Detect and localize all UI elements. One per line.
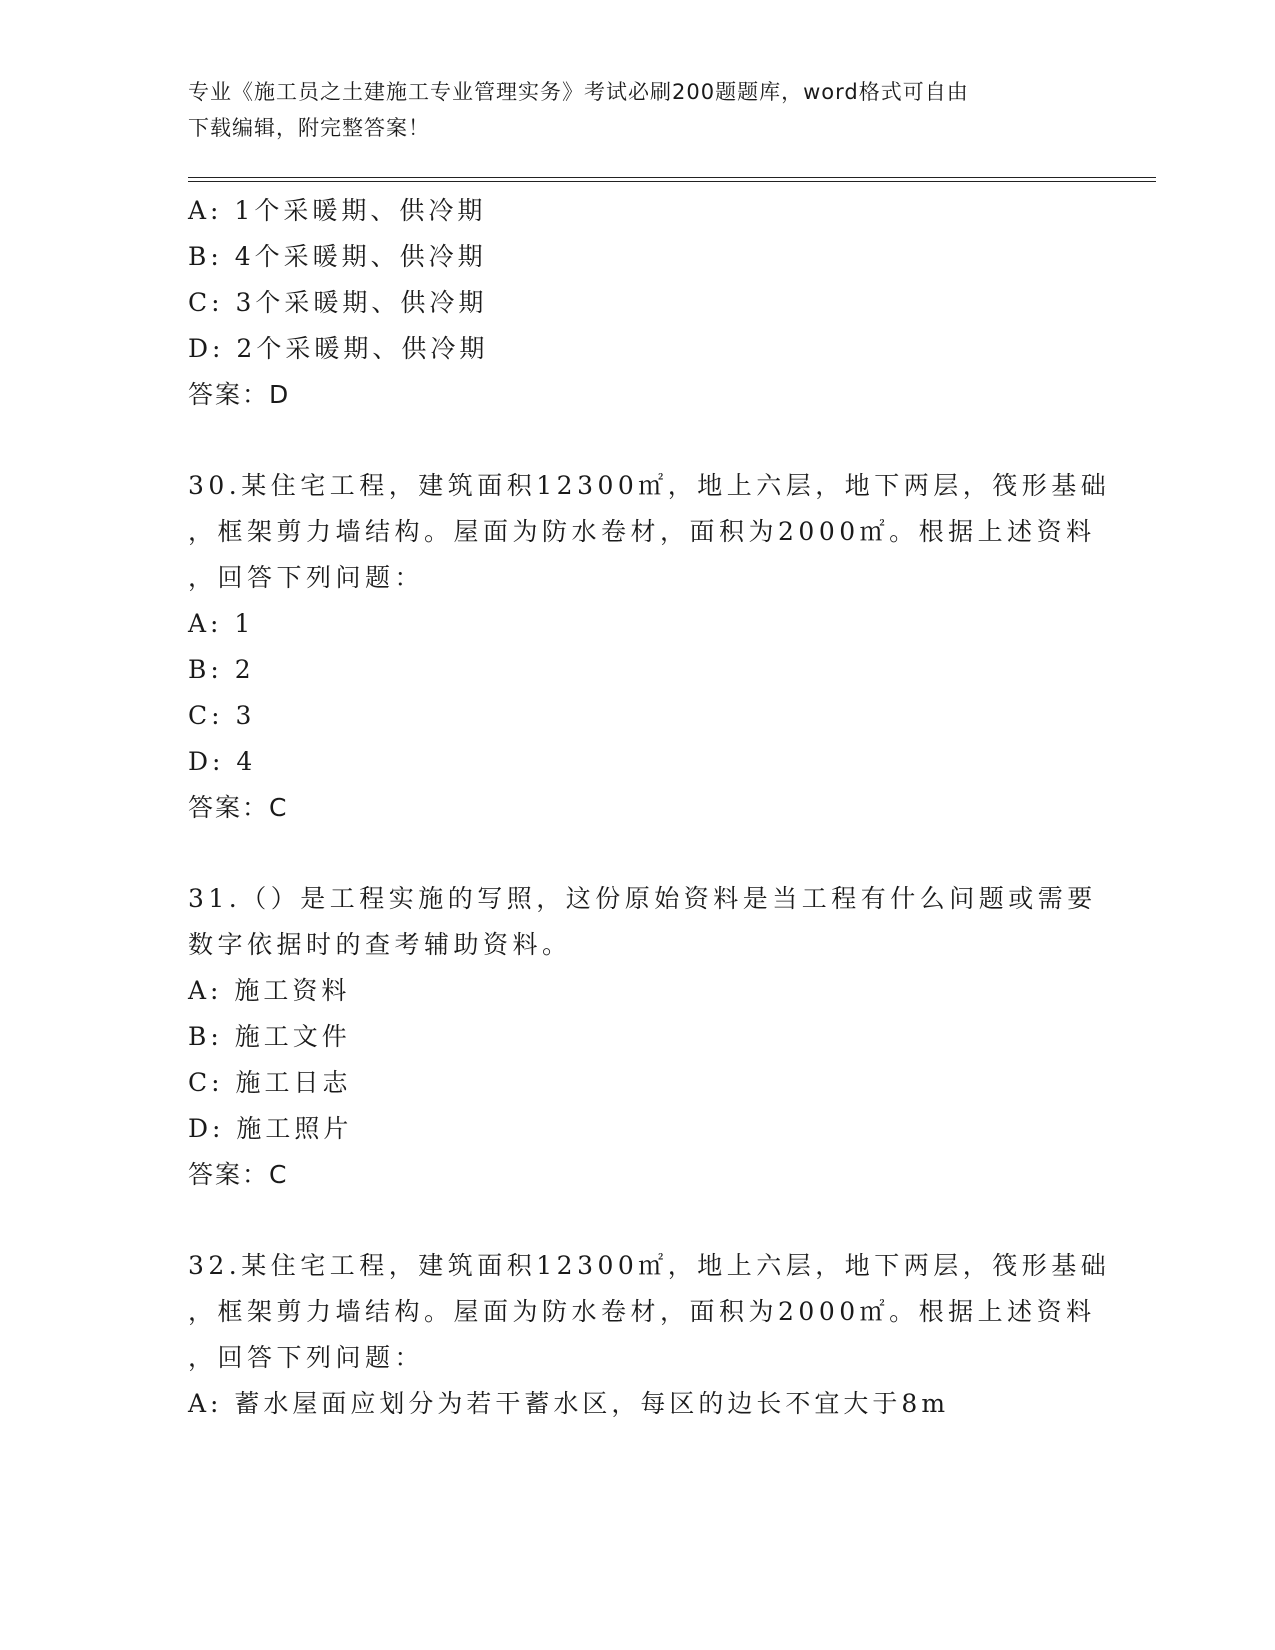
question-32 [188,1243,1111,1427]
header-title-line-2: 下载编辑，附完整答案！ [188,116,430,140]
question-text-line: 32.某住宅工程，建筑面积12300㎡，地上六层，地下两层，筏形基础 [188,1251,1111,1280]
header-title-line-1: 专业《施工员之土建施工专业管理实务》考试必刷200题题库，word格式可自由 [188,80,969,104]
answer: 答案：C [188,793,289,822]
header-divider [188,177,1156,182]
question-text-line: ，回答下列问题： [188,1343,425,1372]
option-c: C: 3 [188,701,256,730]
option-b: B: 4个采暖期、供冷期 [188,242,487,271]
question-text-line: 31.（）是工程实施的写照，这份原始资料是当工程有什么问题或需要 [188,884,1097,913]
question-text [188,876,1097,968]
option-d: D: 4 [188,747,257,776]
option-a: A: 施工资料 [188,976,351,1005]
option-a: A: 1 [188,609,255,638]
question-text-line: ，回答下列问题： [188,563,425,592]
option-d: D: 施工照片 [188,1114,353,1143]
document-body [188,188,1111,1427]
option-b: B: 施工文件 [188,1022,351,1051]
question-text-line: ，框架剪力墙结构。屋面为防水卷材，面积为2000㎡。根据上述资料 [188,1297,1096,1326]
option-d: D: 2个采暖期、供冷期 [188,334,489,363]
question-text-line: 数字依据时的查考辅助资料。 [188,930,572,959]
option-a: A: 蓄水屋面应划分为若干蓄水区，每区的边长不宜大于8m [188,1389,950,1418]
question-text-line: 30.某住宅工程，建筑面积12300㎡，地上六层，地下两层，筏形基础 [188,471,1111,500]
question-text [188,463,1111,601]
answer: 答案：D [188,380,291,409]
option-c: C: 3个采暖期、供冷期 [188,288,488,317]
question-30 [188,463,1111,831]
question-text [188,1243,1111,1381]
question-29 [188,188,1088,418]
document-header [188,74,1078,146]
option-b: B: 2 [188,655,255,684]
option-c: C: 施工日志 [188,1068,352,1097]
question-text-line: ，框架剪力墙结构。屋面为防水卷材，面积为2000㎡。根据上述资料 [188,517,1096,546]
option-a: A: 1个采暖期、供冷期 [188,196,487,225]
answer: 答案：C [188,1160,289,1189]
question-31 [188,876,1097,1198]
